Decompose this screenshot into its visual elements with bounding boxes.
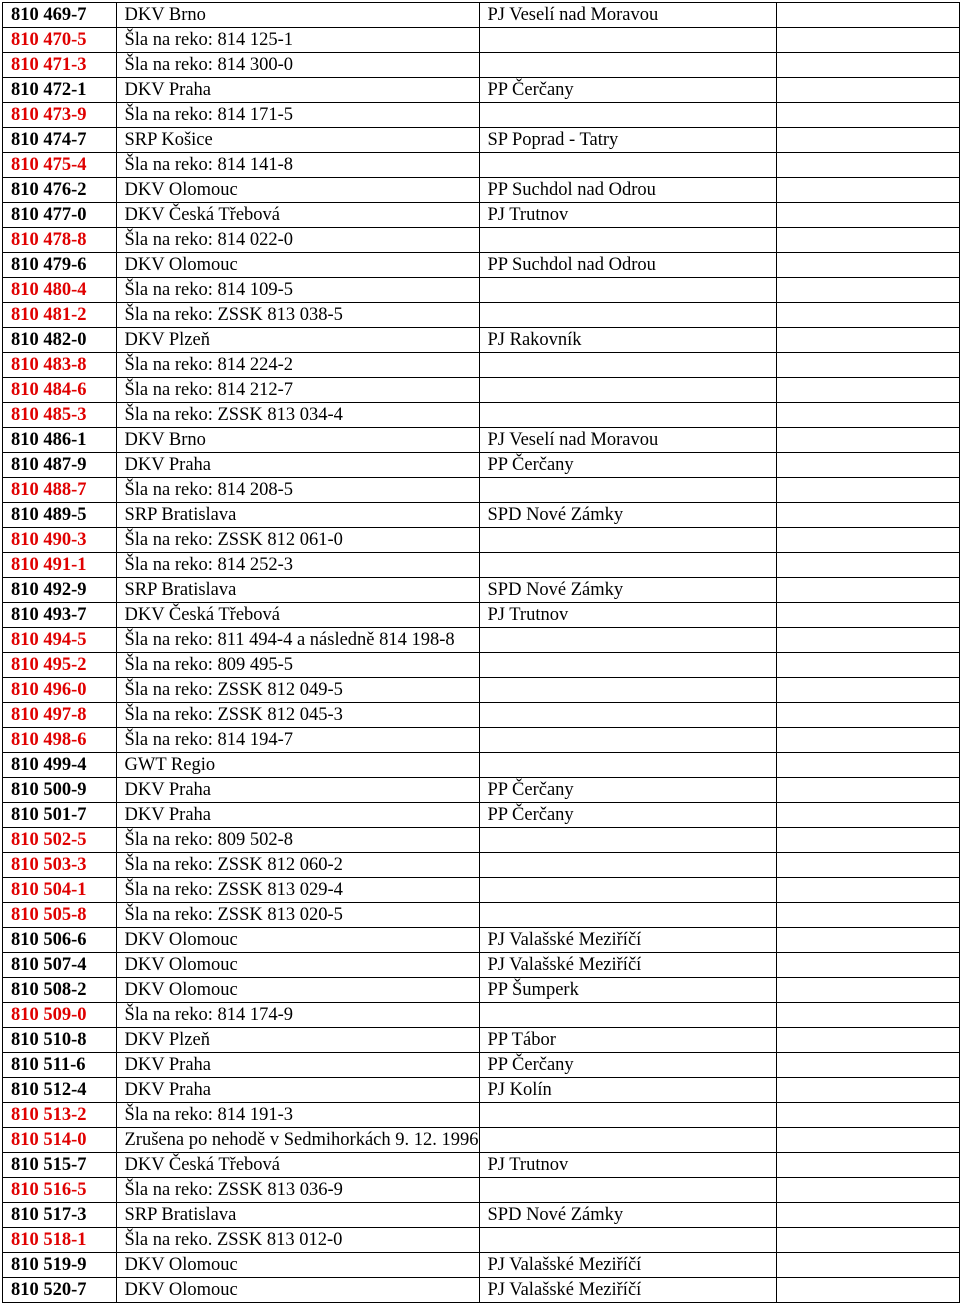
vehicle-number-cell: 810 520-7 xyxy=(3,1278,117,1303)
note-cell xyxy=(776,203,959,228)
vehicle-number-cell: 810 469-7 xyxy=(3,3,117,28)
owner-status-cell: Šla na reko: 814 224-2 xyxy=(116,353,479,378)
note-cell xyxy=(776,253,959,278)
owner-status-cell: Šla na reko: ZSSK 812 049-5 xyxy=(116,678,479,703)
table-row xyxy=(3,303,960,328)
vehicle-number-cell: 810 518-1 xyxy=(3,1228,117,1253)
owner-status-cell: DKV Olomouc xyxy=(116,1253,479,1278)
note-cell xyxy=(776,928,959,953)
note-cell xyxy=(776,853,959,878)
depot-cell xyxy=(479,528,776,553)
depot-cell: PJ Trutnov xyxy=(479,603,776,628)
table-row xyxy=(3,328,960,353)
depot-cell: PP Čerčany xyxy=(479,453,776,478)
table-row xyxy=(3,103,960,128)
table-row xyxy=(3,253,960,278)
owner-status-cell: Šla na reko. ZSSK 813 012-0 xyxy=(116,1228,479,1253)
owner-status-cell: Šla na reko: ZSSK 813 036-9 xyxy=(116,1178,479,1203)
owner-status-cell: Šla na reko: ZSSK 812 061-0 xyxy=(116,528,479,553)
depot-cell: SPD Nové Zámky xyxy=(479,503,776,528)
note-cell xyxy=(776,728,959,753)
table-row xyxy=(3,178,960,203)
note-cell xyxy=(776,1178,959,1203)
table-row xyxy=(3,478,960,503)
owner-status-cell: Šla na reko: 814 171-5 xyxy=(116,103,479,128)
table-row xyxy=(3,3,960,28)
owner-status-cell: Šla na reko: 809 495-5 xyxy=(116,653,479,678)
table-row xyxy=(3,278,960,303)
locomotive-roster-table xyxy=(2,2,960,1303)
owner-status-cell: SRP Bratislava xyxy=(116,1203,479,1228)
owner-status-cell: Šla na reko: ZSSK 812 045-3 xyxy=(116,703,479,728)
vehicle-number-cell: 810 494-5 xyxy=(3,628,117,653)
owner-status-cell: Šla na reko: 814 300-0 xyxy=(116,53,479,78)
note-cell xyxy=(776,328,959,353)
vehicle-number-cell: 810 470-5 xyxy=(3,28,117,53)
depot-cell: PJ Kolín xyxy=(479,1078,776,1103)
owner-status-cell: Šla na reko: 814 125-1 xyxy=(116,28,479,53)
depot-cell xyxy=(479,153,776,178)
note-cell xyxy=(776,478,959,503)
vehicle-number-cell: 810 509-0 xyxy=(3,1003,117,1028)
depot-cell xyxy=(479,103,776,128)
vehicle-number-cell: 810 503-3 xyxy=(3,853,117,878)
owner-status-cell: Šla na reko: 814 194-7 xyxy=(116,728,479,753)
vehicle-number-cell: 810 477-0 xyxy=(3,203,117,228)
table-row xyxy=(3,878,960,903)
table-row xyxy=(3,1078,960,1103)
note-cell xyxy=(776,628,959,653)
vehicle-number-cell: 810 513-2 xyxy=(3,1103,117,1128)
depot-cell: PJ Valašské Meziříčí xyxy=(479,953,776,978)
vehicle-number-cell: 810 499-4 xyxy=(3,753,117,778)
vehicle-number-cell: 810 496-0 xyxy=(3,678,117,703)
table-row xyxy=(3,353,960,378)
vehicle-number-cell: 810 512-4 xyxy=(3,1078,117,1103)
table-row xyxy=(3,1003,960,1028)
note-cell xyxy=(776,428,959,453)
owner-status-cell: Šla na reko: 814 212-7 xyxy=(116,378,479,403)
depot-cell xyxy=(479,1178,776,1203)
owner-status-cell: DKV Olomouc xyxy=(116,1278,479,1303)
note-cell xyxy=(776,78,959,103)
depot-cell xyxy=(479,478,776,503)
table-row xyxy=(3,1153,960,1178)
table-row xyxy=(3,1203,960,1228)
owner-status-cell: Šla na reko: 814 022-0 xyxy=(116,228,479,253)
note-cell xyxy=(776,828,959,853)
table-row xyxy=(3,1228,960,1253)
table-row xyxy=(3,1278,960,1303)
note-cell xyxy=(776,1078,959,1103)
note-cell xyxy=(776,153,959,178)
owner-status-cell: DKV Plzeň xyxy=(116,328,479,353)
depot-cell: SPD Nové Zámky xyxy=(479,1203,776,1228)
vehicle-number-cell: 810 502-5 xyxy=(3,828,117,853)
vehicle-number-cell: 810 510-8 xyxy=(3,1028,117,1053)
depot-cell: PJ Rakovník xyxy=(479,328,776,353)
note-cell xyxy=(776,1053,959,1078)
depot-cell xyxy=(479,1103,776,1128)
owner-status-cell: DKV Praha xyxy=(116,1053,479,1078)
note-cell xyxy=(776,703,959,728)
note-cell xyxy=(776,1228,959,1253)
table-row xyxy=(3,228,960,253)
note-cell xyxy=(776,278,959,303)
table-row xyxy=(3,78,960,103)
note-cell xyxy=(776,228,959,253)
owner-status-cell: DKV Olomouc xyxy=(116,953,479,978)
vehicle-number-cell: 810 490-3 xyxy=(3,528,117,553)
depot-cell: PJ Veselí nad Moravou xyxy=(479,3,776,28)
table-row xyxy=(3,578,960,603)
table-row xyxy=(3,528,960,553)
vehicle-number-cell: 810 476-2 xyxy=(3,178,117,203)
owner-status-cell: Šla na reko: ZSSK 813 034-4 xyxy=(116,403,479,428)
table-row xyxy=(3,453,960,478)
depot-cell xyxy=(479,303,776,328)
note-cell xyxy=(776,1253,959,1278)
table-row xyxy=(3,803,960,828)
depot-cell: PP Suchdol nad Odrou xyxy=(479,253,776,278)
owner-status-cell: Šla na reko: 814 208-5 xyxy=(116,478,479,503)
note-cell xyxy=(776,453,959,478)
table-row xyxy=(3,978,960,1003)
vehicle-number-cell: 810 498-6 xyxy=(3,728,117,753)
depot-cell xyxy=(479,703,776,728)
table-row xyxy=(3,653,960,678)
depot-cell xyxy=(479,553,776,578)
table-row xyxy=(3,678,960,703)
vehicle-number-cell: 810 491-1 xyxy=(3,553,117,578)
depot-cell xyxy=(479,1003,776,1028)
note-cell xyxy=(776,53,959,78)
owner-status-cell: DKV Olomouc xyxy=(116,928,479,953)
owner-status-cell: DKV Brno xyxy=(116,428,479,453)
depot-cell: PP Čerčany xyxy=(479,803,776,828)
vehicle-number-cell: 810 507-4 xyxy=(3,953,117,978)
note-cell xyxy=(776,353,959,378)
note-cell xyxy=(776,1003,959,1028)
depot-cell xyxy=(479,1228,776,1253)
table-row xyxy=(3,628,960,653)
table-row xyxy=(3,1053,960,1078)
vehicle-number-cell: 810 511-6 xyxy=(3,1053,117,1078)
owner-status-cell: Šla na reko: ZSSK 813 029-4 xyxy=(116,878,479,903)
note-cell xyxy=(776,1278,959,1303)
note-cell xyxy=(776,1128,959,1153)
note-cell xyxy=(776,978,959,1003)
note-cell xyxy=(776,403,959,428)
vehicle-number-cell: 810 495-2 xyxy=(3,653,117,678)
table-row xyxy=(3,1253,960,1278)
vehicle-number-cell: 810 519-9 xyxy=(3,1253,117,1278)
table-row xyxy=(3,828,960,853)
table-row xyxy=(3,553,960,578)
vehicle-number-cell: 810 487-9 xyxy=(3,453,117,478)
vehicle-number-cell: 810 475-4 xyxy=(3,153,117,178)
depot-cell xyxy=(479,878,776,903)
owner-status-cell: Šla na reko: 814 174-9 xyxy=(116,1003,479,1028)
table-row xyxy=(3,778,960,803)
depot-cell xyxy=(479,628,776,653)
depot-cell: PJ Trutnov xyxy=(479,203,776,228)
owner-status-cell: Šla na reko: 809 502-8 xyxy=(116,828,479,853)
owner-status-cell: Šla na reko: 811 494-4 a následně 814 198-8 xyxy=(116,628,479,653)
owner-status-cell: Šla na reko: ZSSK 813 020-5 xyxy=(116,903,479,928)
table-row xyxy=(3,1103,960,1128)
depot-cell: PP Čerčany xyxy=(479,1053,776,1078)
depot-cell xyxy=(479,828,776,853)
table-row xyxy=(3,1028,960,1053)
owner-status-cell: DKV Olomouc xyxy=(116,978,479,1003)
table-row xyxy=(3,503,960,528)
depot-cell xyxy=(479,753,776,778)
vehicle-number-cell: 810 505-8 xyxy=(3,903,117,928)
owner-status-cell: SRP Bratislava xyxy=(116,578,479,603)
depot-cell xyxy=(479,278,776,303)
table-row xyxy=(3,28,960,53)
note-cell xyxy=(776,953,959,978)
vehicle-number-cell: 810 480-4 xyxy=(3,278,117,303)
vehicle-number-cell: 810 485-3 xyxy=(3,403,117,428)
note-cell xyxy=(776,903,959,928)
note-cell xyxy=(776,803,959,828)
owner-status-cell: Šla na reko: 814 191-3 xyxy=(116,1103,479,1128)
owner-status-cell: Šla na reko: 814 141-8 xyxy=(116,153,479,178)
owner-status-cell: Šla na reko: ZSSK 813 038-5 xyxy=(116,303,479,328)
table-row xyxy=(3,753,960,778)
owner-status-cell: DKV Olomouc xyxy=(116,253,479,278)
depot-cell: PJ Valašské Meziříčí xyxy=(479,928,776,953)
owner-status-cell: DKV Praha xyxy=(116,1078,479,1103)
note-cell xyxy=(776,753,959,778)
note-cell xyxy=(776,3,959,28)
vehicle-number-cell: 810 517-3 xyxy=(3,1203,117,1228)
depot-cell xyxy=(479,53,776,78)
note-cell xyxy=(776,103,959,128)
table-row xyxy=(3,403,960,428)
note-cell xyxy=(776,28,959,53)
owner-status-cell: Šla na reko: 814 109-5 xyxy=(116,278,479,303)
vehicle-number-cell: 810 508-2 xyxy=(3,978,117,1003)
vehicle-number-cell: 810 482-0 xyxy=(3,328,117,353)
table-row xyxy=(3,603,960,628)
note-cell xyxy=(776,503,959,528)
table-row xyxy=(3,903,960,928)
owner-status-cell: SRP Bratislava xyxy=(116,503,479,528)
note-cell xyxy=(776,678,959,703)
table-row xyxy=(3,53,960,78)
owner-status-cell: GWT Regio xyxy=(116,753,479,778)
vehicle-number-cell: 810 515-7 xyxy=(3,1153,117,1178)
depot-cell: PP Čerčany xyxy=(479,78,776,103)
vehicle-number-cell: 810 500-9 xyxy=(3,778,117,803)
owner-status-cell: Zrušena po nehodě v Sedmihorkách 9. 12. 1996 xyxy=(116,1128,479,1153)
vehicle-number-cell: 810 472-1 xyxy=(3,78,117,103)
owner-status-cell: DKV Praha xyxy=(116,453,479,478)
depot-cell: SP Poprad - Tatry xyxy=(479,128,776,153)
vehicle-number-cell: 810 484-6 xyxy=(3,378,117,403)
vehicle-number-cell: 810 488-7 xyxy=(3,478,117,503)
depot-cell xyxy=(479,678,776,703)
table-row xyxy=(3,153,960,178)
depot-cell: PJ Trutnov xyxy=(479,1153,776,1178)
vehicle-number-cell: 810 489-5 xyxy=(3,503,117,528)
note-cell xyxy=(776,1028,959,1053)
table-row xyxy=(3,928,960,953)
note-cell xyxy=(776,528,959,553)
owner-status-cell: DKV Plzeň xyxy=(116,1028,479,1053)
table-row xyxy=(3,428,960,453)
table-row xyxy=(3,378,960,403)
owner-status-cell: Šla na reko: ZSSK 812 060-2 xyxy=(116,853,479,878)
depot-cell xyxy=(479,903,776,928)
roster-body xyxy=(3,3,960,1303)
depot-cell xyxy=(479,728,776,753)
note-cell xyxy=(776,378,959,403)
note-cell xyxy=(776,1153,959,1178)
note-cell xyxy=(776,603,959,628)
table-row xyxy=(3,728,960,753)
depot-cell: PP Tábor xyxy=(479,1028,776,1053)
owner-status-cell: DKV Česká Třebová xyxy=(116,603,479,628)
owner-status-cell: DKV Olomouc xyxy=(116,178,479,203)
vehicle-number-cell: 810 516-5 xyxy=(3,1178,117,1203)
vehicle-number-cell: 810 492-9 xyxy=(3,578,117,603)
owner-status-cell: Šla na reko: 814 252-3 xyxy=(116,553,479,578)
note-cell xyxy=(776,578,959,603)
depot-cell: SPD Nové Zámky xyxy=(479,578,776,603)
depot-cell: PJ Veselí nad Moravou xyxy=(479,428,776,453)
note-cell xyxy=(776,128,959,153)
depot-cell: PP Suchdol nad Odrou xyxy=(479,178,776,203)
note-cell xyxy=(776,178,959,203)
table-row xyxy=(3,203,960,228)
table-row xyxy=(3,853,960,878)
owner-status-cell: DKV Praha xyxy=(116,803,479,828)
depot-cell: PP Čerčany xyxy=(479,778,776,803)
vehicle-number-cell: 810 471-3 xyxy=(3,53,117,78)
table-row xyxy=(3,1128,960,1153)
depot-cell xyxy=(479,853,776,878)
depot-cell xyxy=(479,653,776,678)
owner-status-cell: SRP Košice xyxy=(116,128,479,153)
note-cell xyxy=(776,1203,959,1228)
depot-cell xyxy=(479,353,776,378)
depot-cell xyxy=(479,1128,776,1153)
note-cell xyxy=(776,1103,959,1128)
depot-cell: PP Šumperk xyxy=(479,978,776,1003)
vehicle-number-cell: 810 501-7 xyxy=(3,803,117,828)
vehicle-number-cell: 810 481-2 xyxy=(3,303,117,328)
note-cell xyxy=(776,778,959,803)
vehicle-number-cell: 810 506-6 xyxy=(3,928,117,953)
table-row xyxy=(3,953,960,978)
vehicle-number-cell: 810 486-1 xyxy=(3,428,117,453)
table-row xyxy=(3,128,960,153)
owner-status-cell: DKV Brno xyxy=(116,3,479,28)
depot-cell: PJ Valašské Meziříčí xyxy=(479,1253,776,1278)
vehicle-number-cell: 810 504-1 xyxy=(3,878,117,903)
depot-cell: PJ Valašské Meziříčí xyxy=(479,1278,776,1303)
vehicle-number-cell: 810 493-7 xyxy=(3,603,117,628)
depot-cell xyxy=(479,403,776,428)
vehicle-number-cell: 810 497-8 xyxy=(3,703,117,728)
table-row xyxy=(3,1178,960,1203)
note-cell xyxy=(776,303,959,328)
vehicle-number-cell: 810 514-0 xyxy=(3,1128,117,1153)
owner-status-cell: DKV Česká Třebová xyxy=(116,203,479,228)
depot-cell xyxy=(479,228,776,253)
vehicle-number-cell: 810 479-6 xyxy=(3,253,117,278)
depot-cell xyxy=(479,378,776,403)
table-row xyxy=(3,703,960,728)
note-cell xyxy=(776,653,959,678)
vehicle-number-cell: 810 478-8 xyxy=(3,228,117,253)
vehicle-number-cell: 810 474-7 xyxy=(3,128,117,153)
owner-status-cell: DKV Praha xyxy=(116,778,479,803)
note-cell xyxy=(776,878,959,903)
note-cell xyxy=(776,553,959,578)
vehicle-number-cell: 810 473-9 xyxy=(3,103,117,128)
depot-cell xyxy=(479,28,776,53)
owner-status-cell: DKV Česká Třebová xyxy=(116,1153,479,1178)
owner-status-cell: DKV Praha xyxy=(116,78,479,103)
vehicle-number-cell: 810 483-8 xyxy=(3,353,117,378)
